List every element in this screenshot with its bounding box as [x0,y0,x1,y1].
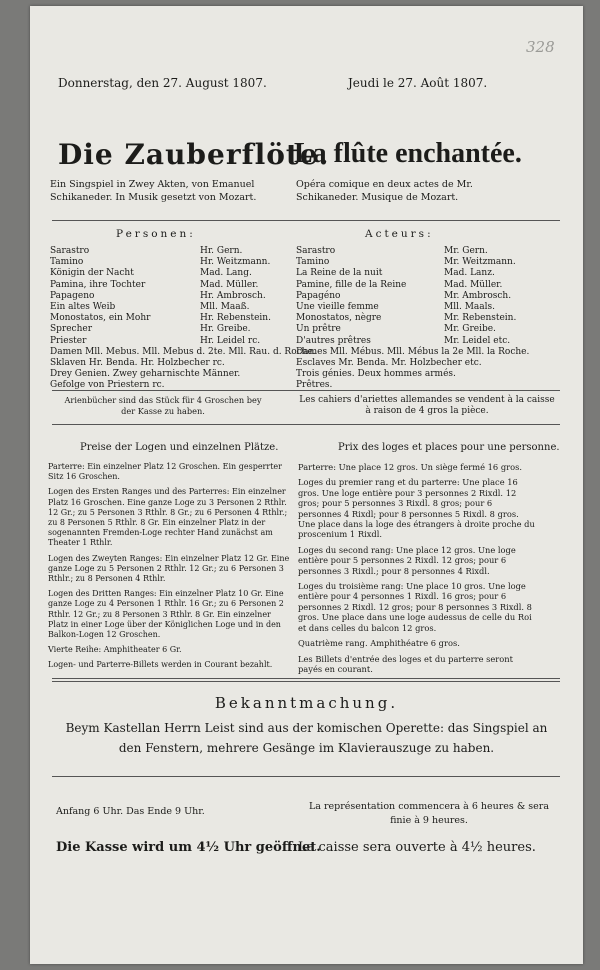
actor-name: Hr. Gern. [200,246,243,256]
role-name: Un prêtre [296,324,341,335]
cast-extra-line: Sklaven Hr. Benda. Hr. Holzbecher rc. [50,357,225,368]
cast-row [50,257,285,268]
actor-name: Mr. Gern. [444,246,488,256]
cast-row-extra [50,358,285,369]
libretto-note-german: Arienbücher sind das Stück für 4 Groschen bey der Kasse zu haben. [64,395,262,416]
cast-row-extra [50,346,316,358]
cast-row [296,280,531,291]
role-name: D'autres prêtres [296,335,371,346]
role-name: Monostatos, nègre [296,313,382,324]
box-office-german: Die Kasse wird um 4½ Uhr geöffnet. [56,840,321,855]
date-french: Jeudi le 27. Août 1807. [348,76,488,90]
role-name: Tamino [296,257,330,268]
date-german: Donnerstag, den 27. August 1807. [58,76,267,90]
cast-row [50,336,285,347]
cast-row [296,313,531,324]
subtitle-french: Opéra comique en deux actes de Mr. Schikaneder. Musique de Mozart. [296,179,473,203]
subtitle-german: Ein Singspiel in Zwey Akten, von Emanuel Schikaneder. In Musik gesetzt von Mozart. [50,179,257,203]
libretto-note-french: Les cahiers d'ariettes allemandes se vendent à la caisse à raison de 4 gros la pièce. [299,395,555,416]
divider-announcement-top [52,678,560,679]
role-name: Königin der Nacht [50,268,134,279]
price-entry: Loges du troisième rang: Une place 10 gros. Une loge entière pour 4 personnes 1 Rixdl. 16 gros; pour 6 personnes 2 Rixdl. 12 gros; pour 8 personnes 3 Rixdl. 8 gros. Une place dans une loge audessus de celle du Roi et dans celles du balcon 12 gros. [298,581,532,633]
divider-top [52,220,560,221]
cast-extra-line: Gefolge von Priestern rc. [50,380,165,391]
price-entry: Logen- und Parterre-Billets werden in Courant bezahlt. [48,660,273,670]
divider-libretto-bottom [52,424,560,425]
role-name: Pamina, ihre Tochter [50,279,146,290]
price-entry: Loges du premier rang et du parterre: Une place 16 gros. Une loge entière pour 3 personnes 2 Rixdl. 12 gros; pour 5 personnes 3 Rixdl. 8 gros; pour 6 personnes 4 Rixdl; pour 8 personnes 5 Rixdl. 8 gros. Une place dans la loge des étrangers à droite proche du proscenium 1 Rixdl. [298,477,535,540]
price-entry: Parterre: Ein einzelner Platz 12 Groschen. Ein gesperrter Sitz 16 Groschen. [48,462,282,482]
price-entry: Vierte Reihe: Amphitheater 6 Gr. [48,645,182,655]
price-entry: Logen des Zweyten Ranges: Ein einzelner Platz 12 Gr. Eine ganze Loge zu 5 Personen 2 Rthlr. 12 Gr.; zu 6 Personen 3 Rthlr.; zu 8 Personen 4 Rthlr. [48,553,290,584]
actor-name: Hr. Leidel rc. [200,335,261,346]
prices-list-german [48,462,290,676]
cast-row [50,268,285,279]
actor-name: Mad. Lanz. [444,268,495,279]
cast-row-extra [50,369,285,380]
cast-heading-french: Acteurs: [365,228,434,240]
times-french: La représentation commencera à 6 heures & sera finie à 9 heures. [308,801,550,826]
cast-row [296,291,531,302]
cast-row [296,257,531,268]
cast-extra-line: Drey Genien. Zwey geharnischte Männer. [50,369,241,380]
cast-row [296,246,531,257]
divider-announcement-top-double [52,681,560,682]
price-entry: Logen des Ersten Ranges und des Parterres: Ein einzelner Platz 16 Groschen. Eine ganze Loge zu 3 Personen 2 Rthlr. 12 Gr.; zu 5 Personen 3 Rthlr. 8 Gr.; zu 6 Personen 4 Rthlr.; zu 8 Personen 5 Rthlr. 8 Gr. Ein einzelner Platz in der sogenannten Fremden-Loge rechter Hand zunächst am Theater 1 Rthlr. [48,487,288,548]
role-name: Monostatos, ein Mohr [50,313,151,324]
price-entry: Logen des Dritten Ranges: Ein einzelner Platz 10 Gr. Eine ganze Loge zu 4 Personen 1 Rthlr. 16 Gr.; zu 6 Personen 2 Rthlr. 12 Gr.; zu 8 Personen 3 Rthlr. 8 Gr. Ein einzelner Platz in einer Loge über der Königlichen Loge und in den Balkon-Logen 12 Groschen. [48,589,284,640]
cast-heading-german: Personen: [116,228,196,240]
box-office-french: La caisse sera ouverte à 4½ heures. [298,840,536,855]
actor-name: Mr. Rebenstein. [444,313,517,324]
role-name: Papagéno [296,290,341,301]
cast-extra-line: Prêtres. [296,380,333,391]
times-german: Anfang 6 Uhr. Das Ende 9 Uhr. [56,806,205,817]
cast-row [296,336,531,347]
prices-list-french [298,462,538,679]
cast-row [296,324,531,335]
price-entry: Loges du second rang: Une place 12 gros. Une loge entière pour 5 personnes 2 Rixdl. 12 gros; pour 6 personnes 3 Rixdl.; pour 8 personnes 4 Rixdl. [298,544,516,576]
actor-name: Hr. Rebenstein. [200,313,271,324]
actor-name: Mr. Weitzmann. [444,257,516,268]
prices-heading-french: Prix des loges et places pour une personne. [338,442,560,453]
cast-row [296,302,531,313]
divider-announcement-bottom [52,776,560,777]
role-name: Sarastro [296,246,336,256]
price-entry: Quatrième rang. Amphithéatre 6 gros. [298,638,460,649]
announcement-heading: Bekanntmachung. [214,694,399,712]
actor-name: Mr. Greibe. [444,324,496,335]
role-name: Sarastro [50,246,90,256]
cast-row-extra [296,369,531,380]
cast-row [50,313,285,324]
title-french: La flûte enchantée. [294,138,522,169]
actor-name: Mad. Lang. [200,268,252,279]
cast-extra-line: Damen Mll. Mebus. Mll. Mebus d. 2te. Mll. Rau. d. Roche. [50,346,316,357]
cast-extra-line: Trois génies. Deux hommes armés. [296,369,456,380]
actor-name: Mr. Leidel etc. [444,335,511,346]
cast-row [50,246,285,257]
actor-name: Mll. Maaß. [200,301,250,312]
role-name: Tamino [50,257,84,268]
cast-row [50,291,285,302]
cast-extra-line: Dames Mll. Mébus. Mll. Mébus la 2e Mll. la Roche. [296,346,530,357]
cast-row [50,280,285,291]
cast-row [50,324,285,335]
cast-list-french [296,246,531,391]
role-name: Pamine, fille de la Reine [296,279,407,290]
cast-row-extra [296,347,531,358]
announcement-text: Beym Kastellan Herrn Leist sind aus der komischen Operette: das Singspiel an den Fenstern, mehrere Gesänge im Klavierauszuge zu haben. [65,721,548,755]
actor-name: Mll. Maals. [444,301,495,312]
actor-name: Mad. Müller. [200,279,259,290]
archive-number: 328 [526,38,555,56]
role-name: Ein altes Weib [50,301,116,312]
role-name: Sprecher [50,324,93,335]
price-entry: Les Billets d'entrée des loges et du parterre seront payés en courant. [298,653,513,674]
actor-name: Hr. Weitzmann. [200,257,271,268]
actor-name: Mr. Ambrosch. [444,290,512,301]
role-name: Priester [50,335,87,346]
divider-libretto-top [52,390,560,391]
cast-row [50,302,285,313]
role-name: La Reine de la nuit [296,268,383,279]
cast-row [296,268,531,279]
role-name: Une vieille femme [296,301,379,312]
role-name: Papageno [50,290,95,301]
price-entry: Parterre: Une place 12 gros. Un siège fermé 16 gros. [298,462,523,472]
cast-extra-line: Esclaves Mr. Benda. Mr. Holzbecher etc. [296,357,482,368]
prices-heading-german: Preise der Logen und einzelnen Plätze. [80,442,279,453]
title-german: Die Zauberflöte. [58,138,330,171]
cast-row-extra [296,358,531,369]
actor-name: Hr. Greibe. [200,324,251,335]
actor-name: Mad. Müller. [444,279,503,290]
playbill-sheet [30,6,583,964]
actor-name: Hr. Ambrosch. [200,290,266,301]
